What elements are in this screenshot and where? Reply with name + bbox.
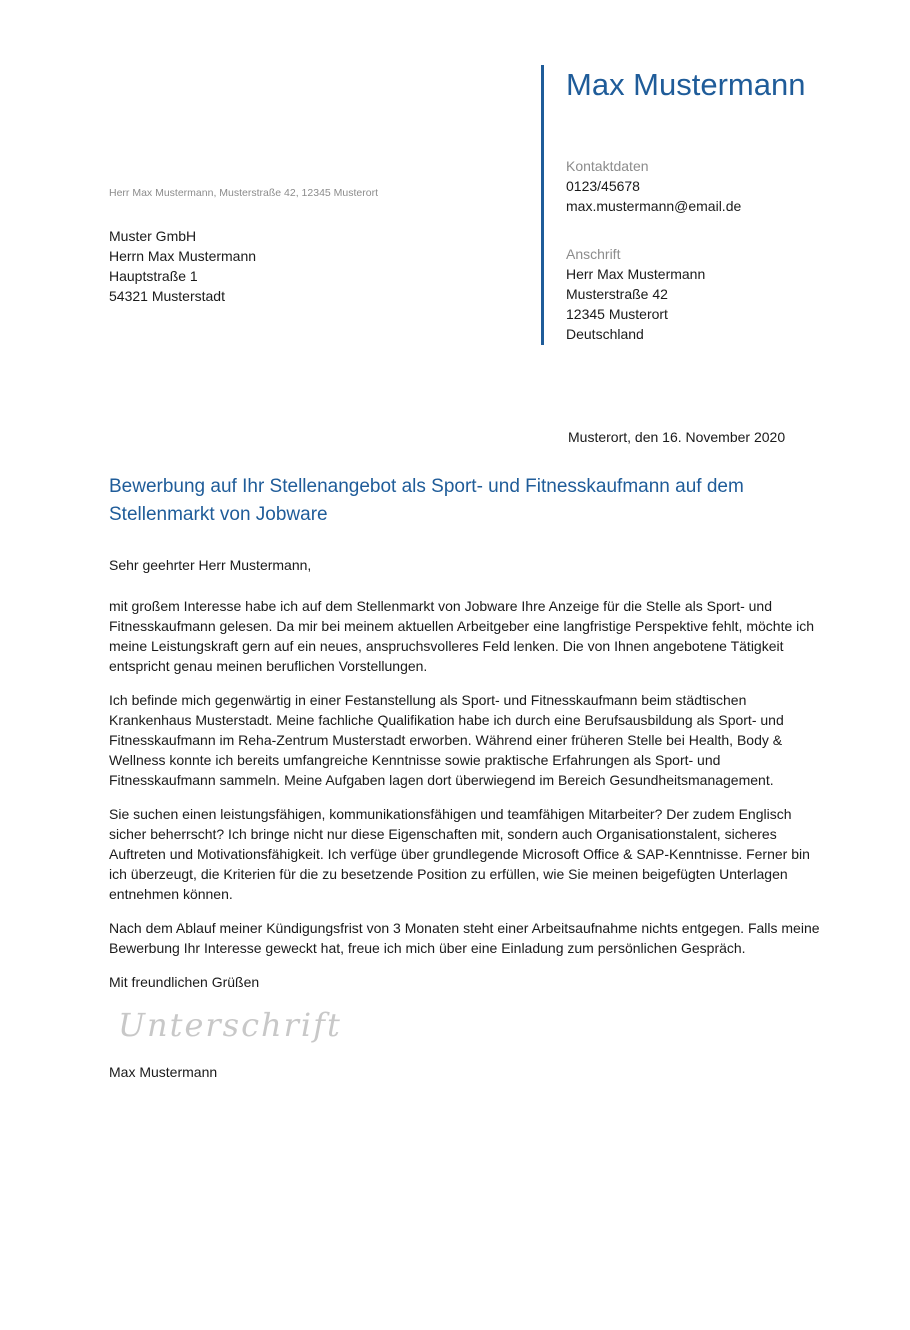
sender-line: Herr Max Mustermann, Musterstraße 42, 12345 Musterort [109,187,379,199]
email-address: max.mustermann@email.de [566,198,742,214]
body-paragraph: mit großem Interesse habe ich auf dem Stellenmarkt von Jobware Ihre Anzeige für die Stelle als Sport- und Fitnesskaufmann gelesen. Da mir bei meinem aktuellen Arbeitgeber eine langfristige Perspektive fehlt, möchte ich meine Leistungskraft gern auf ein neues, anspruchsvolleres Feld lenken. Die von Ihnen angebotene Tätigkeit entspricht genau meinen beruflichen Vorstellungen. [109,598,815,674]
recipient-line: Herrn Max Mustermann [109,248,257,264]
address-heading: Anschrift [566,246,621,262]
address-line: Deutschland [566,326,644,342]
body-paragraph: Ich befinde mich gegenwärtig in einer Festanstellung als Sport- und Fitnesskaufmann beim städtischen Krankenhaus Musterstadt. Meine fachliche Qualifikation habe ich durch eine Berufsausbildung als Sport- und Fitnesskaufmann im Reha-Zentrum Musterstadt erworben. Während einer früheren Stelle bei Health, Body & Wellness konnte ich bereits umfangreiche Kenntnisse sowie praktische Erfahrungen als Sport- und Fitnesskaufmann sammeln. Meine Aufgaben lagen dort überwiegend im Bereich Gesundheitsmanagement. [109,692,784,788]
salutation: Sehr geehrter Herr Mustermann, [109,557,312,573]
letter-body [109,555,829,1006]
address-line: Musterstraße 42 [566,286,668,302]
recipient-line: 54321 Musterstadt [109,288,225,304]
handwritten-signature: Unterschrift [118,1006,342,1044]
address-line: 12345 Musterort [566,306,668,322]
address-line: Herr Max Mustermann [566,266,706,282]
subject-line: Bewerbung auf Ihr Stellenangebot als Sport- und Fitnesskaufmann auf dem Stellenmarkt von Jobware [109,476,744,525]
recipient-line: Muster GmbH [109,228,197,244]
recipient-line: Hauptstraße 1 [109,268,198,284]
body-paragraph: Nach dem Ablauf meiner Kündigungsfrist von 3 Monaten steht einer Arbeitsaufnahme nichts entgegen. Falls meine Bewerbung Ihr Interesse geweckt hat, freue ich mich über eine Einladung zum persönlichen Gespräch. [109,920,820,956]
contact-details [566,156,741,216]
address-details [566,244,705,344]
body-paragraph: Sie suchen einen leistungsfähigen, kommunikationsfähigen und teamfähigen Mitarbeiter? Der zudem Englisch sicher beherrscht? Ich bringe nicht nur diese Eigenschaften mit, sondern auch Organisationstalent, sicheres Auftreten und Motivationsfähigkeit. Ich verfüge über grundlegende Microsoft Office & SAP-Kenntnisse. Ferner bin ich überzeugt, die Kriterien für die zu besetzende Position zu erfüllen, wie Sie meinen beigefügten Unterlagen entnehmen können. [109,806,810,902]
contact-heading: Kontaktdaten [566,158,649,174]
closing-phrase: Mit freundlichen Grüßen [109,974,260,990]
recipient-address [109,226,256,306]
letter-date: Musterort, den 16. November 2020 [568,429,786,445]
applicant-name: Max Mustermann [566,67,806,102]
header-block [541,65,874,345]
phone-number: 0123/45678 [566,178,640,194]
signature-name: Max Mustermann [109,1064,218,1080]
